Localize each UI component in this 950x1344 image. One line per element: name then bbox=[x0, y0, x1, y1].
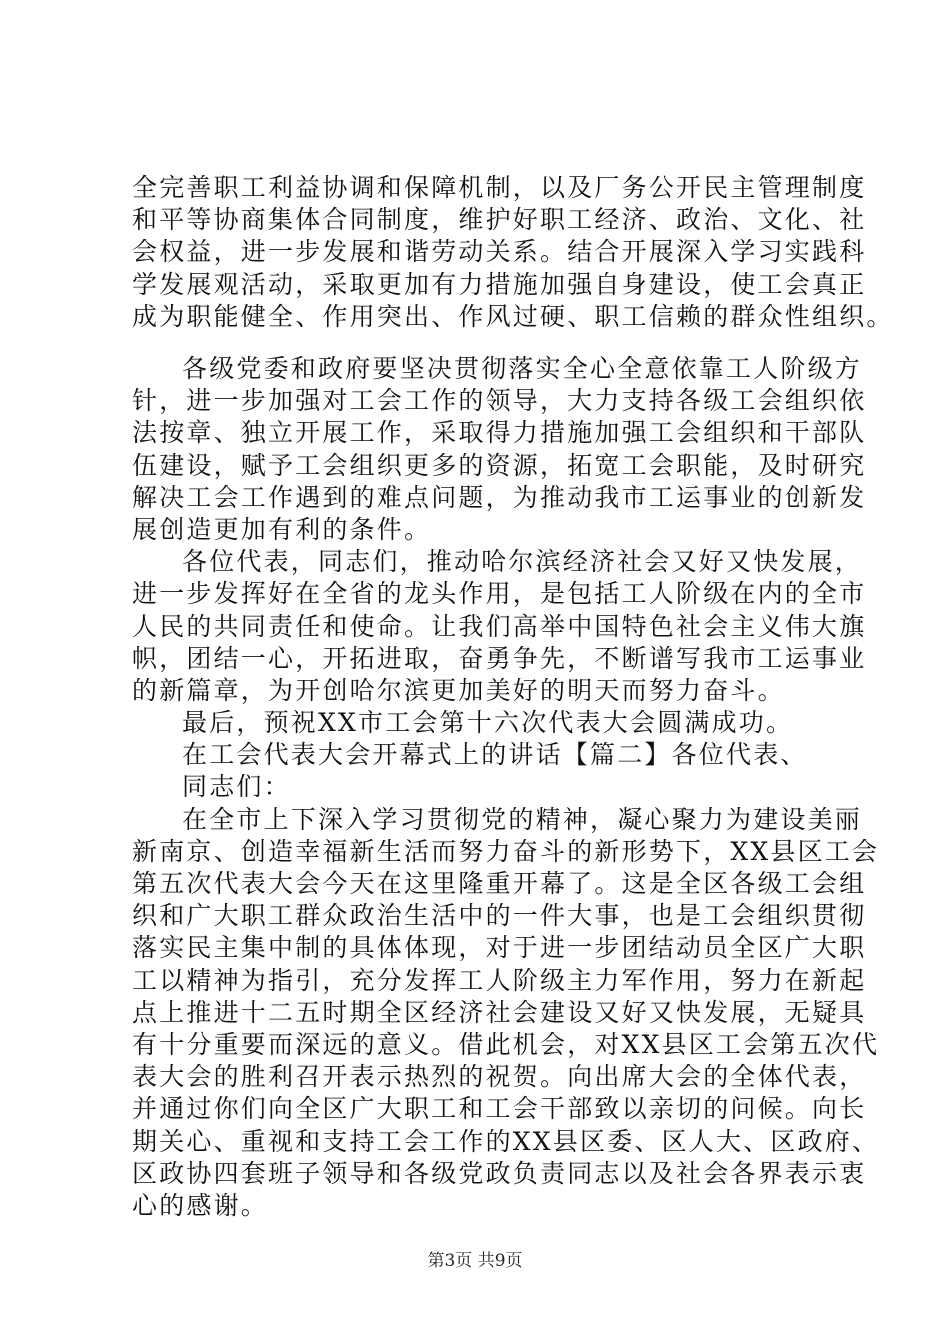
text-line: 解决工会工作遇到的难点问题，为推动我市工运事业的创新发 bbox=[132, 483, 867, 512]
page-footer: 第3页 共9页 bbox=[427, 1251, 523, 1271]
text-line: 人民的共同责任和使命。让我们高举中国特色社会主义伟大旗 bbox=[132, 612, 867, 641]
text-line: 在工会代表大会开幕式上的讲话【篇二】各位代表、 bbox=[182, 740, 808, 769]
text-line: 工以精神为指引，充分发挥工人阶级主力军作用，努力在新起 bbox=[132, 966, 867, 995]
text-line: 各位代表，同志们，推动哈尔滨经济社会又好又快发展， bbox=[182, 547, 863, 576]
text-line: 表大会的胜利召开表示热烈的祝贺。向出席大会的全体代表， bbox=[132, 1062, 867, 1091]
text-line: 进一步发挥好在全省的龙头作用，是包括工人阶级在内的全市 bbox=[132, 579, 867, 608]
text-line: 点上推进十二五时期全区经济社会建设又好又快发展，无疑具 bbox=[132, 998, 867, 1027]
text-line: 有十分重要而深远的意义。借此机会，对XX县区工会第五次代 bbox=[132, 1030, 880, 1059]
text-line: 的新篇章，为开创哈尔滨更加美好的明天而努力奋斗。 bbox=[132, 676, 785, 705]
text-line: 落实民主集中制的具体体现，对于进一步团结动员全区广大职 bbox=[132, 933, 867, 962]
text-line: 在全市上下深入学习贯彻党的精神，凝心聚力为建设美丽 bbox=[182, 805, 863, 834]
text-line: 心的感谢。 bbox=[132, 1191, 269, 1220]
text-line: 织和广大职工群众政治生活中的一件大事，也是工会组织贯彻 bbox=[132, 901, 867, 930]
text-line: 区政协四套班子领导和各级党政负责同志以及社会各界表示衷 bbox=[132, 1159, 867, 1188]
text-line: 学发展观活动，采取更加有力措施加强自身建设，使工会真正 bbox=[132, 270, 867, 299]
text-line: 全完善职工利益协调和保障机制，以及厂务公开民主管理制度 bbox=[132, 173, 867, 202]
text-line: 伍建设，赋予工会组织更多的资源，拓宽工会职能，及时研究 bbox=[132, 451, 867, 480]
text-line: 成为职能健全、作用突出、作风过硬、职工信赖的群众性组织。 bbox=[132, 302, 894, 331]
text-line: 各级党委和政府要坚决贯彻落实全心全意依靠工人阶级方 bbox=[182, 354, 863, 383]
text-line: 最后，预祝XX市工会第十六次代表大会圆满成功。 bbox=[182, 708, 794, 737]
text-line: 针，进一步加强对工会工作的领导，大力支持各级工会组织依 bbox=[132, 386, 867, 415]
text-line: 并通过你们向全区广大职工和工会干部致以亲切的问候。向长 bbox=[132, 1094, 867, 1123]
text-line: 期关心、重视和支持工会工作的XX县区委、区人大、区政府、 bbox=[132, 1127, 880, 1156]
text-line: 会权益，进一步发展和谐劳动关系。结合开展深入学习实践科 bbox=[132, 237, 867, 266]
text-line: 同志们： bbox=[182, 772, 291, 801]
text-line: 帜，团结一心，开拓进取，奋勇争先，不断谱写我市工运事业 bbox=[132, 644, 867, 673]
text-line: 新南京、创造幸福新生活而努力奋斗的新形势下，XX县区工会 bbox=[132, 837, 880, 866]
text-line: 和平等协商集体合同制度，维护好职工经济、政治、文化、社 bbox=[132, 205, 867, 234]
text-line: 第五次代表大会今天在这里隆重开幕了。这是全区各级工会组 bbox=[132, 869, 867, 898]
text-line: 法按章、独立开展工作，采取得力措施加强工会组织和干部队 bbox=[132, 418, 867, 447]
text-line: 展创造更加有利的条件。 bbox=[132, 515, 432, 544]
